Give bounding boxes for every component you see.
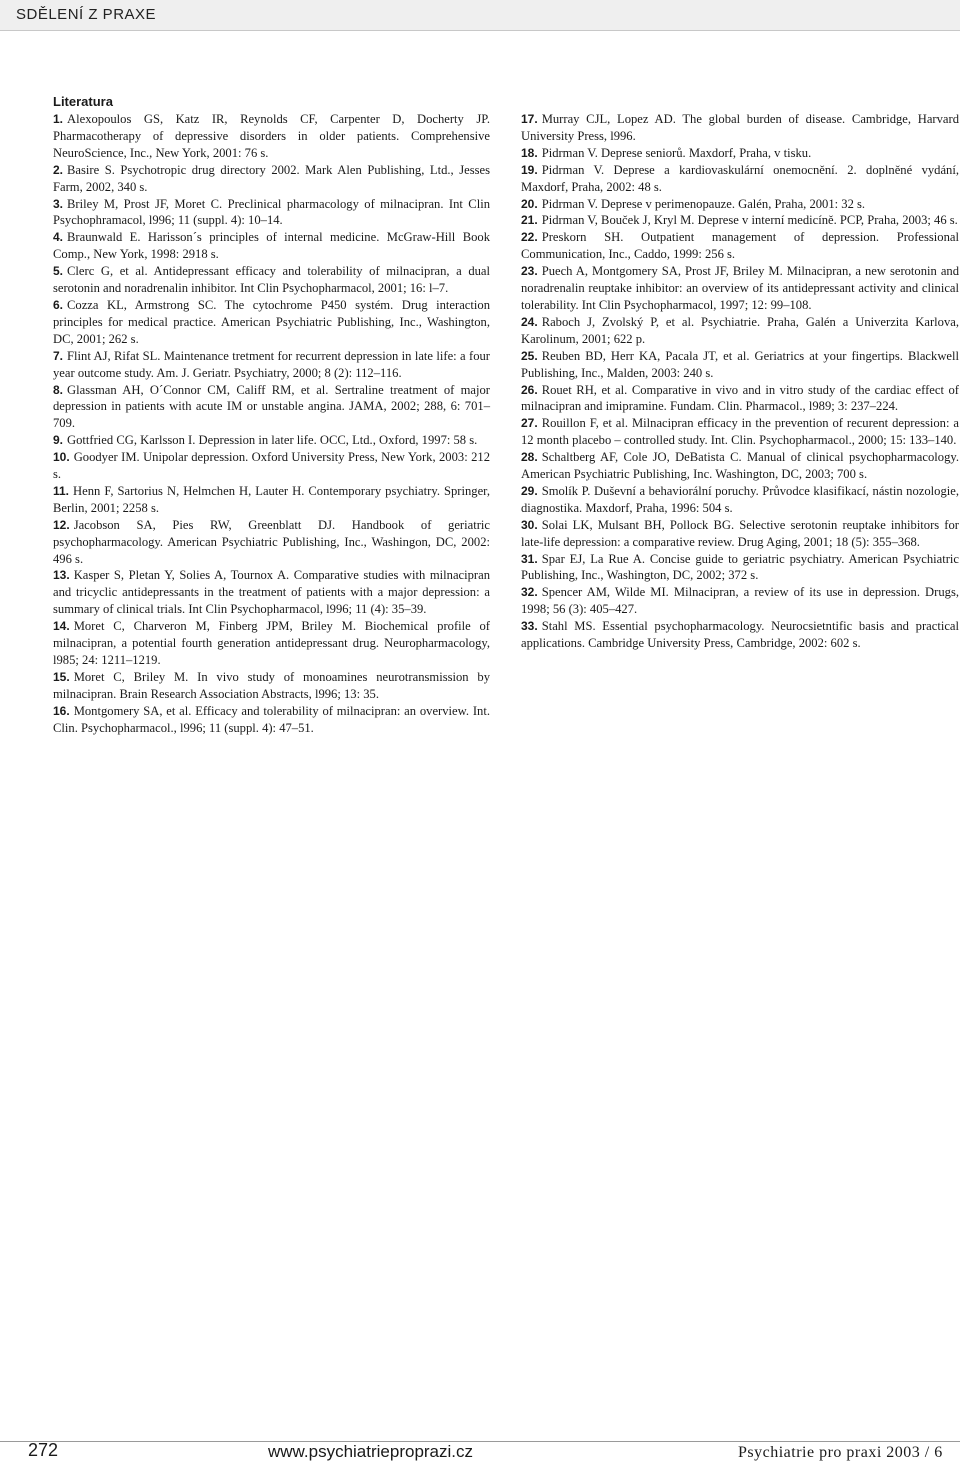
reference-text: Rouillon F, et al. Milnacipran efficacy in the prevention of recurent depression: a 12 month placebo – controlled study. Int. Clin. Psychopharmacol., 2000; 15: 133–140. <box>521 416 959 448</box>
references-left-column <box>53 93 490 737</box>
reference-item <box>521 212 959 229</box>
reference-number: 16. <box>53 703 70 718</box>
running-header-title: SDĚLENÍ Z PRAXE <box>16 6 157 23</box>
reference-item <box>53 263 490 297</box>
section-title: Literatura <box>53 94 113 109</box>
reference-item <box>53 162 490 196</box>
reference-item <box>53 348 490 382</box>
reference-text: Murray CJL, Lopez AD. The global burden of disease. Cambridge, Harvard University Press, l996. <box>521 112 959 143</box>
reference-item <box>53 567 490 618</box>
references-right-column <box>521 111 959 652</box>
reference-number: 5. <box>53 264 64 279</box>
reference-number: 3. <box>53 196 64 211</box>
reference-number: 11. <box>53 483 70 498</box>
reference-text: Pidrman V. Deprese v perimenopauze. Galén, Praha, 2001: 32 s. <box>541 196 866 211</box>
reference-number: 12. <box>53 517 70 532</box>
reference-text: Puech A, Montgomery SA, Prost JF, Briley M. Milnacipran, a new serotonin and noradrenalin reuptake inhibitor: an overview of its antidepressant activity and clinical tolerability. Int Clin Psychopharmacol, 1997; 12: 99–108. <box>521 264 959 312</box>
reference-number: 14. <box>53 619 70 634</box>
reference-number: 24. <box>521 314 538 329</box>
reference-number: 26. <box>521 382 538 397</box>
reference-item <box>521 145 959 162</box>
reference-item <box>53 618 490 669</box>
reference-item <box>521 111 959 145</box>
reference-text: Solai LK, Mulsant BH, Pollock BG. Selective serotonin reuptake inhibitors for late-life depression: a comparative review. Drug Aging, 2001; 18 (5): 355–368. <box>521 517 959 549</box>
reference-number: 13. <box>53 568 70 583</box>
reference-number: 7. <box>53 348 64 363</box>
reference-number: 27. <box>521 416 538 431</box>
footer-divider <box>0 1441 960 1442</box>
reference-item <box>53 449 490 483</box>
reference-list-right <box>521 111 959 652</box>
reference-text: Alexopoulos GS, Katz IR, Reynolds CF, Carpenter D, Docherty JP. Pharmacotherapy of depressive disorders in older patients. Comprehensive NeuroScience, Inc., New York, 2001: 76 s. <box>53 112 490 160</box>
reference-item <box>521 618 959 652</box>
reference-item <box>521 449 959 483</box>
reference-item <box>521 348 959 382</box>
reference-number: 33. <box>521 619 538 634</box>
reference-text: Moret C, Charveron M, Finberg JPM, Briley M. Biochemical profile of milnacipran, a potential fourth generation antidepressant drug. Neuropharmacology, l985; 24: 1211–1219. <box>53 619 490 667</box>
reference-text: Preskorn SH. Outpatient management of depression. Professional Communication, Inc., Caddo, 1999: 256 s. <box>521 230 959 262</box>
reference-item <box>53 432 490 449</box>
reference-item <box>521 551 959 585</box>
reference-item <box>521 483 959 517</box>
reference-text: Jacobson SA, Pies RW, Greenblatt DJ. Handbook of geriatric psychopharmacology. American Psychiatric Publishing, Inc., Washingon, DC, 2002: 496 s. <box>53 517 490 566</box>
reference-text: Pidrman V. Deprese a kardiovaskulární onemocnění. 2. doplněné vydání, Maxdorf, Praha, 2002: 48 s. <box>521 162 959 194</box>
reference-item <box>521 229 959 263</box>
reference-number: 4. <box>53 230 64 245</box>
reference-text: Spar EJ, La Rue A. Concise guide to geriatric psychiatry. American Psychiatric Publishing, Inc., Washington, DC, 2002; 372 s. <box>521 551 959 583</box>
reference-text: Henn F, Sartorius N, Helmchen H, Lauter H. Contemporary psychiatry. Springer, Berlin, 2001; 2258 s. <box>53 483 490 515</box>
reference-text: Schaltberg AF, Cole JO, DeBatista C. Manual of clinical psychopharmacology. American Psychiatric Publishing, Inc. Washington, DC, 2003; 700 s. <box>521 450 959 482</box>
reference-item <box>521 263 959 314</box>
reference-number: 25. <box>521 348 538 363</box>
reference-item <box>53 196 490 230</box>
reference-number: 8. <box>53 382 64 397</box>
reference-number: 30. <box>521 517 538 532</box>
reference-text: Flint AJ, Rifat SL. Maintenance tretment for recurrent depression in late life: a four year outcome study. Am. J. Geriatr. Psychiatry, 2000; 8 (2): 112–116. <box>53 348 490 380</box>
reference-number: 6. <box>53 297 64 312</box>
reference-item <box>53 229 490 263</box>
reference-item <box>521 162 959 196</box>
reference-item <box>521 517 959 551</box>
reference-number: 32. <box>521 585 538 600</box>
reference-item <box>521 584 959 618</box>
reference-list-left <box>53 111 490 737</box>
reference-item <box>53 382 490 433</box>
reference-item <box>521 415 959 449</box>
reference-item <box>53 483 490 517</box>
reference-text: Cozza KL, Armstrong SC. The cytochrome P450 systém. Drug interaction principles for medical practice. American Psychiatric Publishing, Inc., Washington, DC, 2001; 262 s. <box>53 297 490 346</box>
reference-number: 21. <box>521 213 538 228</box>
reference-number: 18. <box>521 145 538 160</box>
reference-number: 19. <box>521 162 538 177</box>
reference-number: 22. <box>521 230 538 245</box>
reference-text: Briley M, Prost JF, Moret C. Preclinical pharmacology of milnacipran. Int Clin Psychophramacol, l996; 11 (suppl. 4): 10–14. <box>53 196 490 228</box>
reference-number: 29. <box>521 483 538 498</box>
reference-number: 20. <box>521 196 538 211</box>
reference-number: 17. <box>521 112 538 126</box>
reference-number: 10. <box>53 450 70 465</box>
reference-text: Basire S. Psychotropic drug directory 2002. Mark Alen Publishing, Ltd., Jesses Farm, 2002, 340 s. <box>53 162 490 194</box>
reference-text: Reuben BD, Herr KA, Pacala JT, et al. Geriatrics at your fingertips. Blackwell Publishing, Inc., Malden, 2003: 240 s. <box>521 348 959 380</box>
reference-text: Moret C, Briley M. In vivo study of monoamines neurotransmission by milnacipran. Brain Research Association Abstracts, l996; 13: 35. <box>53 669 490 701</box>
footer-url: www.psychiatrieproprazi.cz <box>268 1442 474 1461</box>
reference-number: 31. <box>521 551 538 566</box>
page-number: 272 <box>28 1440 59 1460</box>
reference-text: Braunwald E. Harisson´s principles of internal medicine. McGraw-Hill Book Comp., New York, 1998: 2918 s. <box>53 230 490 262</box>
footer-journal-issue: Psychiatrie pro praxi 2003 / 6 <box>738 1444 943 1461</box>
reference-text: Raboch J, Zvolský P, et al. Psychiatrie. Praha, Galén a Univerzita Karlova, Karolinum, 2001; 622 p. <box>521 314 959 346</box>
running-header <box>0 0 960 31</box>
reference-item <box>53 111 490 162</box>
reference-item <box>521 196 959 213</box>
reference-number: 28. <box>521 450 538 465</box>
reference-item <box>53 517 490 568</box>
reference-item <box>53 297 490 348</box>
reference-text: Clerc G, et al. Antidepressant efficacy and tolerability of milnacipran, a dual serotonin and noradrenalin inhibitor. Int Clin Psychopharmacol, 2001; 16: l–7. <box>53 264 490 296</box>
reference-item <box>521 382 959 416</box>
reference-text: Goodyer IM. Unipolar depression. Oxford University Press, New York, 2003: 212 s. <box>53 450 490 482</box>
reference-number: 2. <box>53 162 64 177</box>
reference-item <box>53 669 490 703</box>
reference-text: Rouet RH, et al. Comparative in vivo and in vitro study of the cardiac effect of milnacipran and imipramine. Fundam. Clin. Pharmacol., l989; 3: 237–224. <box>521 382 959 414</box>
reference-number: 1. <box>53 112 64 126</box>
reference-number: 15. <box>53 669 70 684</box>
reference-text: Smolík P. Duševní a behaviorální poruchy. Průvodce klasifikací, nástin nozologie, diagnostika. Maxdorf, Praha, 1996: 504 s. <box>521 483 959 515</box>
reference-number: 9. <box>53 433 64 448</box>
reference-text: Gottfried CG, Karlsson I. Depression in later life. OCC, Ltd., Oxford, 1997: 58 s. <box>67 433 478 448</box>
reference-text: Glassman AH, O´Connor CM, Califf RM, et al. Sertraline treatment of major depression in patients with acute IM or unstable angina. JAMA, 2002; 288, 6: 701–709. <box>53 382 490 431</box>
reference-text: Pidrman V, Bouček J, Kryl M. Deprese v interní medicíně. PCP, Praha, 2003; 46 s. <box>541 213 958 228</box>
reference-item <box>521 314 959 348</box>
reference-number: 23. <box>521 264 538 279</box>
reference-text: Montgomery SA, et al. Efficacy and tolerability of milnacipran: an overview. Int. Clin. Psychopharmacol., l996; 11 (suppl. 4): 47–51. <box>53 703 490 735</box>
reference-text: Pidrman V. Deprese seniorů. Maxdorf, Praha, v tisku. <box>541 145 812 160</box>
reference-text: Kasper S, Pletan Y, Solies A, Tournox A. Comparative studies with milnacipran and tricyclic antidepressants in the treatment of patients with a major depression: a summary of clinical trials. Int Clin Psychopharmacol, l996; 11 (4): 35–39. <box>53 568 490 617</box>
reference-text: Stahl MS. Essential psychopharmacology. Neurocsietntific basis and practical applications. Cambridge University Press, Cambridge, 2002: 602 s. <box>521 619 959 651</box>
reference-item <box>53 703 490 737</box>
reference-text: Spencer AM, Wilde MI. Milnacipran, a review of its use in depression. Drugs, 1998; 56 (3): 405–427. <box>521 585 959 617</box>
